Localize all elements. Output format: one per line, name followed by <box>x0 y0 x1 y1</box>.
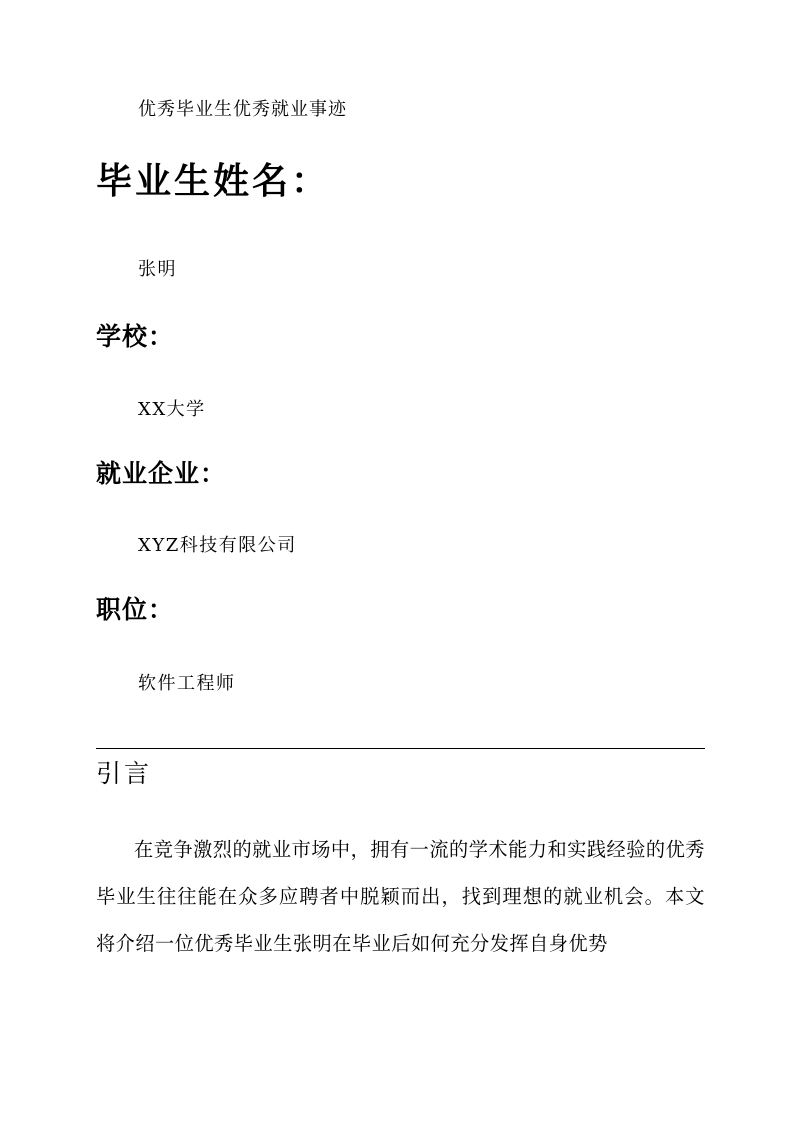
graduate-name-value: 张明 <box>138 259 177 280</box>
school-value: XX大学 <box>138 399 206 420</box>
school-label: 学校： <box>96 322 175 351</box>
intro-paragraph: 在竞争激烈的就业市场中，拥有一流的学术能力和实践经验的优秀毕业生往往能在众多应聘者中脱颖而出，找到理想的就业机会。本文将介绍一位优秀毕业生张明在毕业后如何充分发挥自身优势 <box>96 838 705 955</box>
document-title: 优秀毕业生优秀就业事迹 <box>138 99 347 120</box>
section-divider <box>96 748 705 749</box>
graduate-name-label: 毕业生姓名： <box>96 161 331 202</box>
position-label: 职位： <box>96 595 175 624</box>
company-value: XYZ科技有限公司 <box>138 535 297 556</box>
company-label: 就业企业： <box>96 459 227 488</box>
intro-heading: 引言 <box>96 759 153 788</box>
position-value: 软件工程师 <box>138 673 236 694</box>
